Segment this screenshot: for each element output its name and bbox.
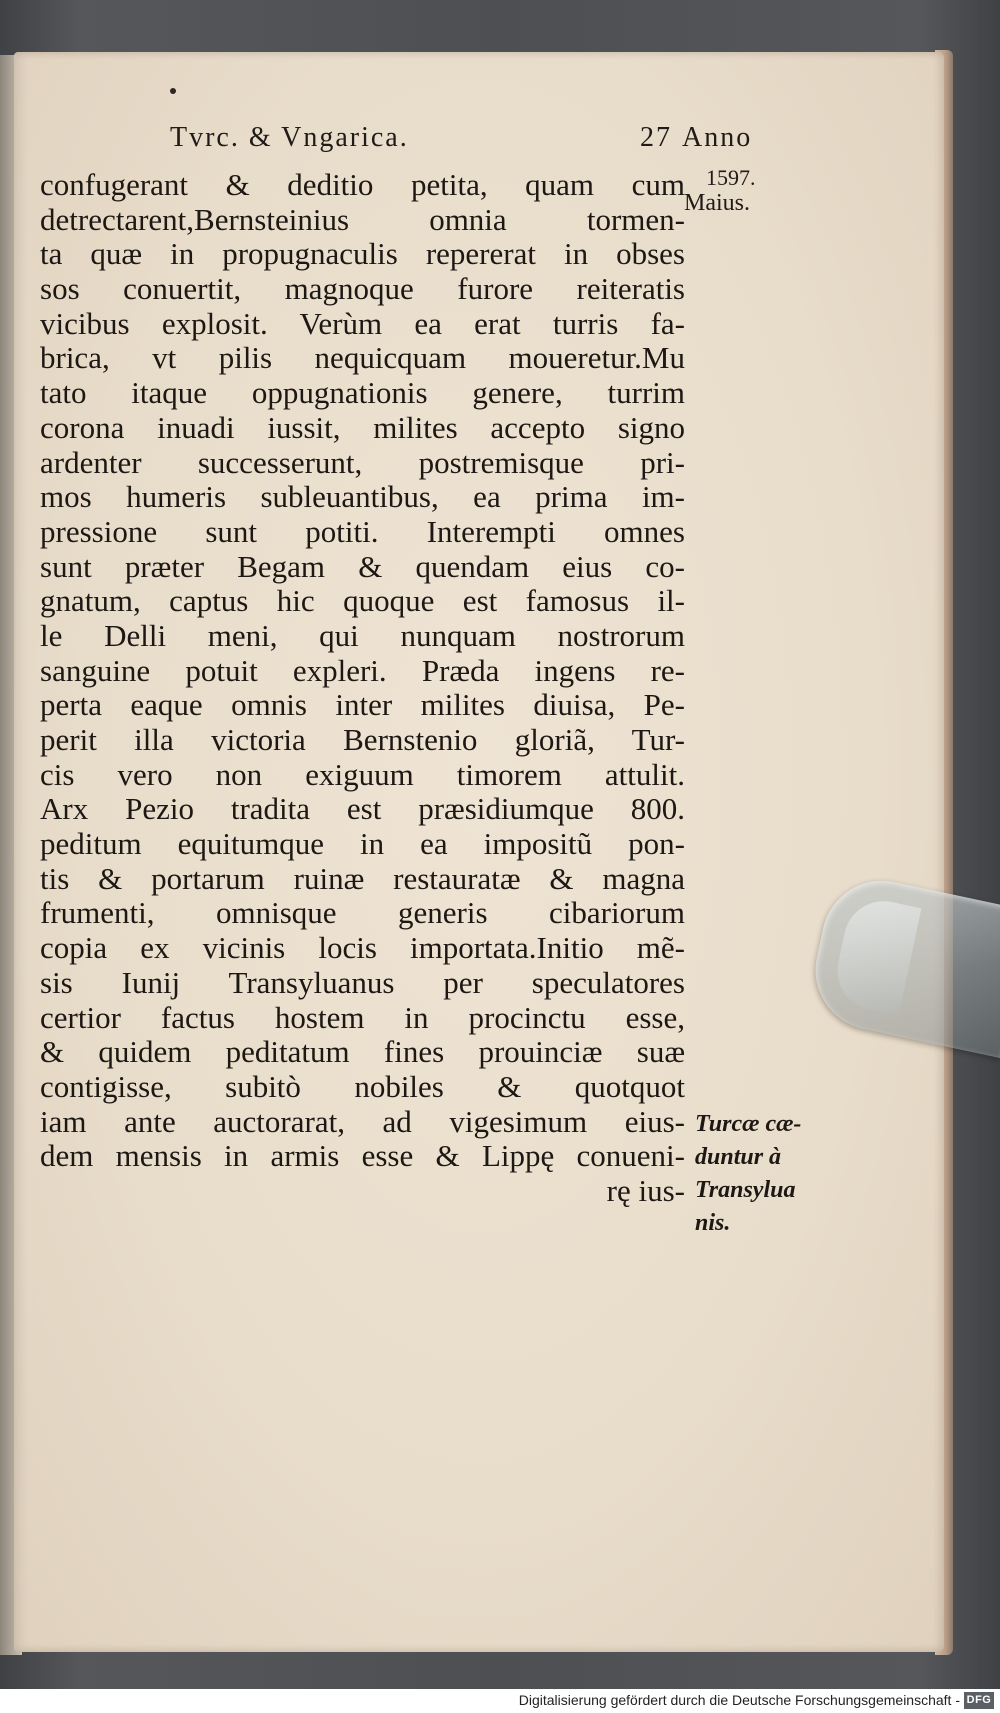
- text-line: sis Iunij Transyluanus per speculatores: [40, 964, 685, 1000]
- text-line: perta eaque omnis inter milites diuisa, Pe-: [40, 687, 685, 723]
- text-line: perit illa victoria Bernstenio gloriã, Tur-: [40, 722, 685, 757]
- text-line: detrectarent,Bernsteinius omnia tormen-: [40, 201, 685, 237]
- body-text: [40, 168, 685, 1209]
- margin-month: Maius.: [684, 190, 750, 216]
- ink-dot: [170, 88, 176, 94]
- text-line: confugerant & deditio petita, quam cum: [40, 167, 685, 202]
- text-line: gnatum, captus hic quoque est famosus il-: [40, 583, 685, 619]
- text-line: contigisse, subitò nobiles & quotquot: [40, 1068, 685, 1104]
- page-clip-highlight: [830, 894, 921, 1016]
- text-line: iam ante auctorarat, ad vigesimum eius-: [40, 1103, 685, 1139]
- dfg-logo-icon: DFG: [964, 1692, 994, 1709]
- text-line: mos humeris subleuantibus, ea prima im-: [40, 479, 685, 515]
- footer-bar: [0, 1689, 1000, 1713]
- running-title: Tvrc. & Vngarica.: [170, 122, 409, 153]
- anno-label: Anno: [682, 122, 753, 153]
- text-line: le Delli meni, qui nunquam nostrorum: [40, 617, 685, 653]
- text-line: corona inuadi iussit, milites accepto signo: [40, 409, 685, 445]
- text-line: sunt præter Begam & quendam eius co-: [40, 548, 685, 584]
- text-line: dem mensis in armis esse & Lippę conueni-: [40, 1138, 685, 1174]
- text-line: vicibus explosit. Verùm ea erat turris fa-: [40, 305, 685, 341]
- catchword-line: rę ius-: [606, 1172, 685, 1208]
- text-line: certior factus hostem in procinctu esse,: [40, 999, 685, 1035]
- page-number: 27: [640, 122, 672, 153]
- text-line: ta quæ in propugnaculis repererat in obses: [40, 236, 685, 272]
- text-line: tato itaque oppugnationis genere, turrim: [40, 375, 685, 411]
- text-line: brica, vt pilis nequicquam moueretur.Mu: [40, 340, 685, 376]
- margin-side-note: [695, 1108, 801, 1240]
- side-note-line: Transylua: [695, 1177, 796, 1203]
- side-note-line: Turcæ cæ-: [695, 1111, 802, 1137]
- margin-year: 1597.: [706, 165, 756, 190]
- text-line: sanguine potuit expleri. Præda ingens re-: [40, 652, 685, 688]
- side-note-line: nis.: [695, 1210, 731, 1236]
- side-note-line: duntur à: [695, 1144, 782, 1170]
- text-line: Arx Pezio tradita est præsidiumque 800.: [40, 791, 685, 827]
- text-line: frumenti, omnisque generis cibariorum: [40, 895, 685, 931]
- text-line: cis vero non exiguum timorem attulit.: [40, 756, 685, 792]
- funding-credit: Digitalisierung gefördert durch die Deutsche Forschungsgemeinschaft -: [518, 1692, 960, 1708]
- text-line: ardenter successerunt, postremisque pri-: [40, 444, 685, 480]
- text-line: pressione sunt potiti. Interempti omnes: [40, 513, 685, 549]
- text-line: peditum equitumque in ea impositũ pon-: [40, 826, 685, 862]
- text-line: tis & portarum ruinæ restauratæ & magna: [40, 860, 685, 896]
- text-line: & quidem peditatum fines prouinciæ suæ: [40, 1034, 685, 1070]
- running-head: [170, 122, 770, 162]
- text-line: sos conuertit, magnoque furore reiteratis: [40, 271, 685, 307]
- text-line: copia ex vicinis locis importata.Initio mẽ-: [40, 930, 685, 966]
